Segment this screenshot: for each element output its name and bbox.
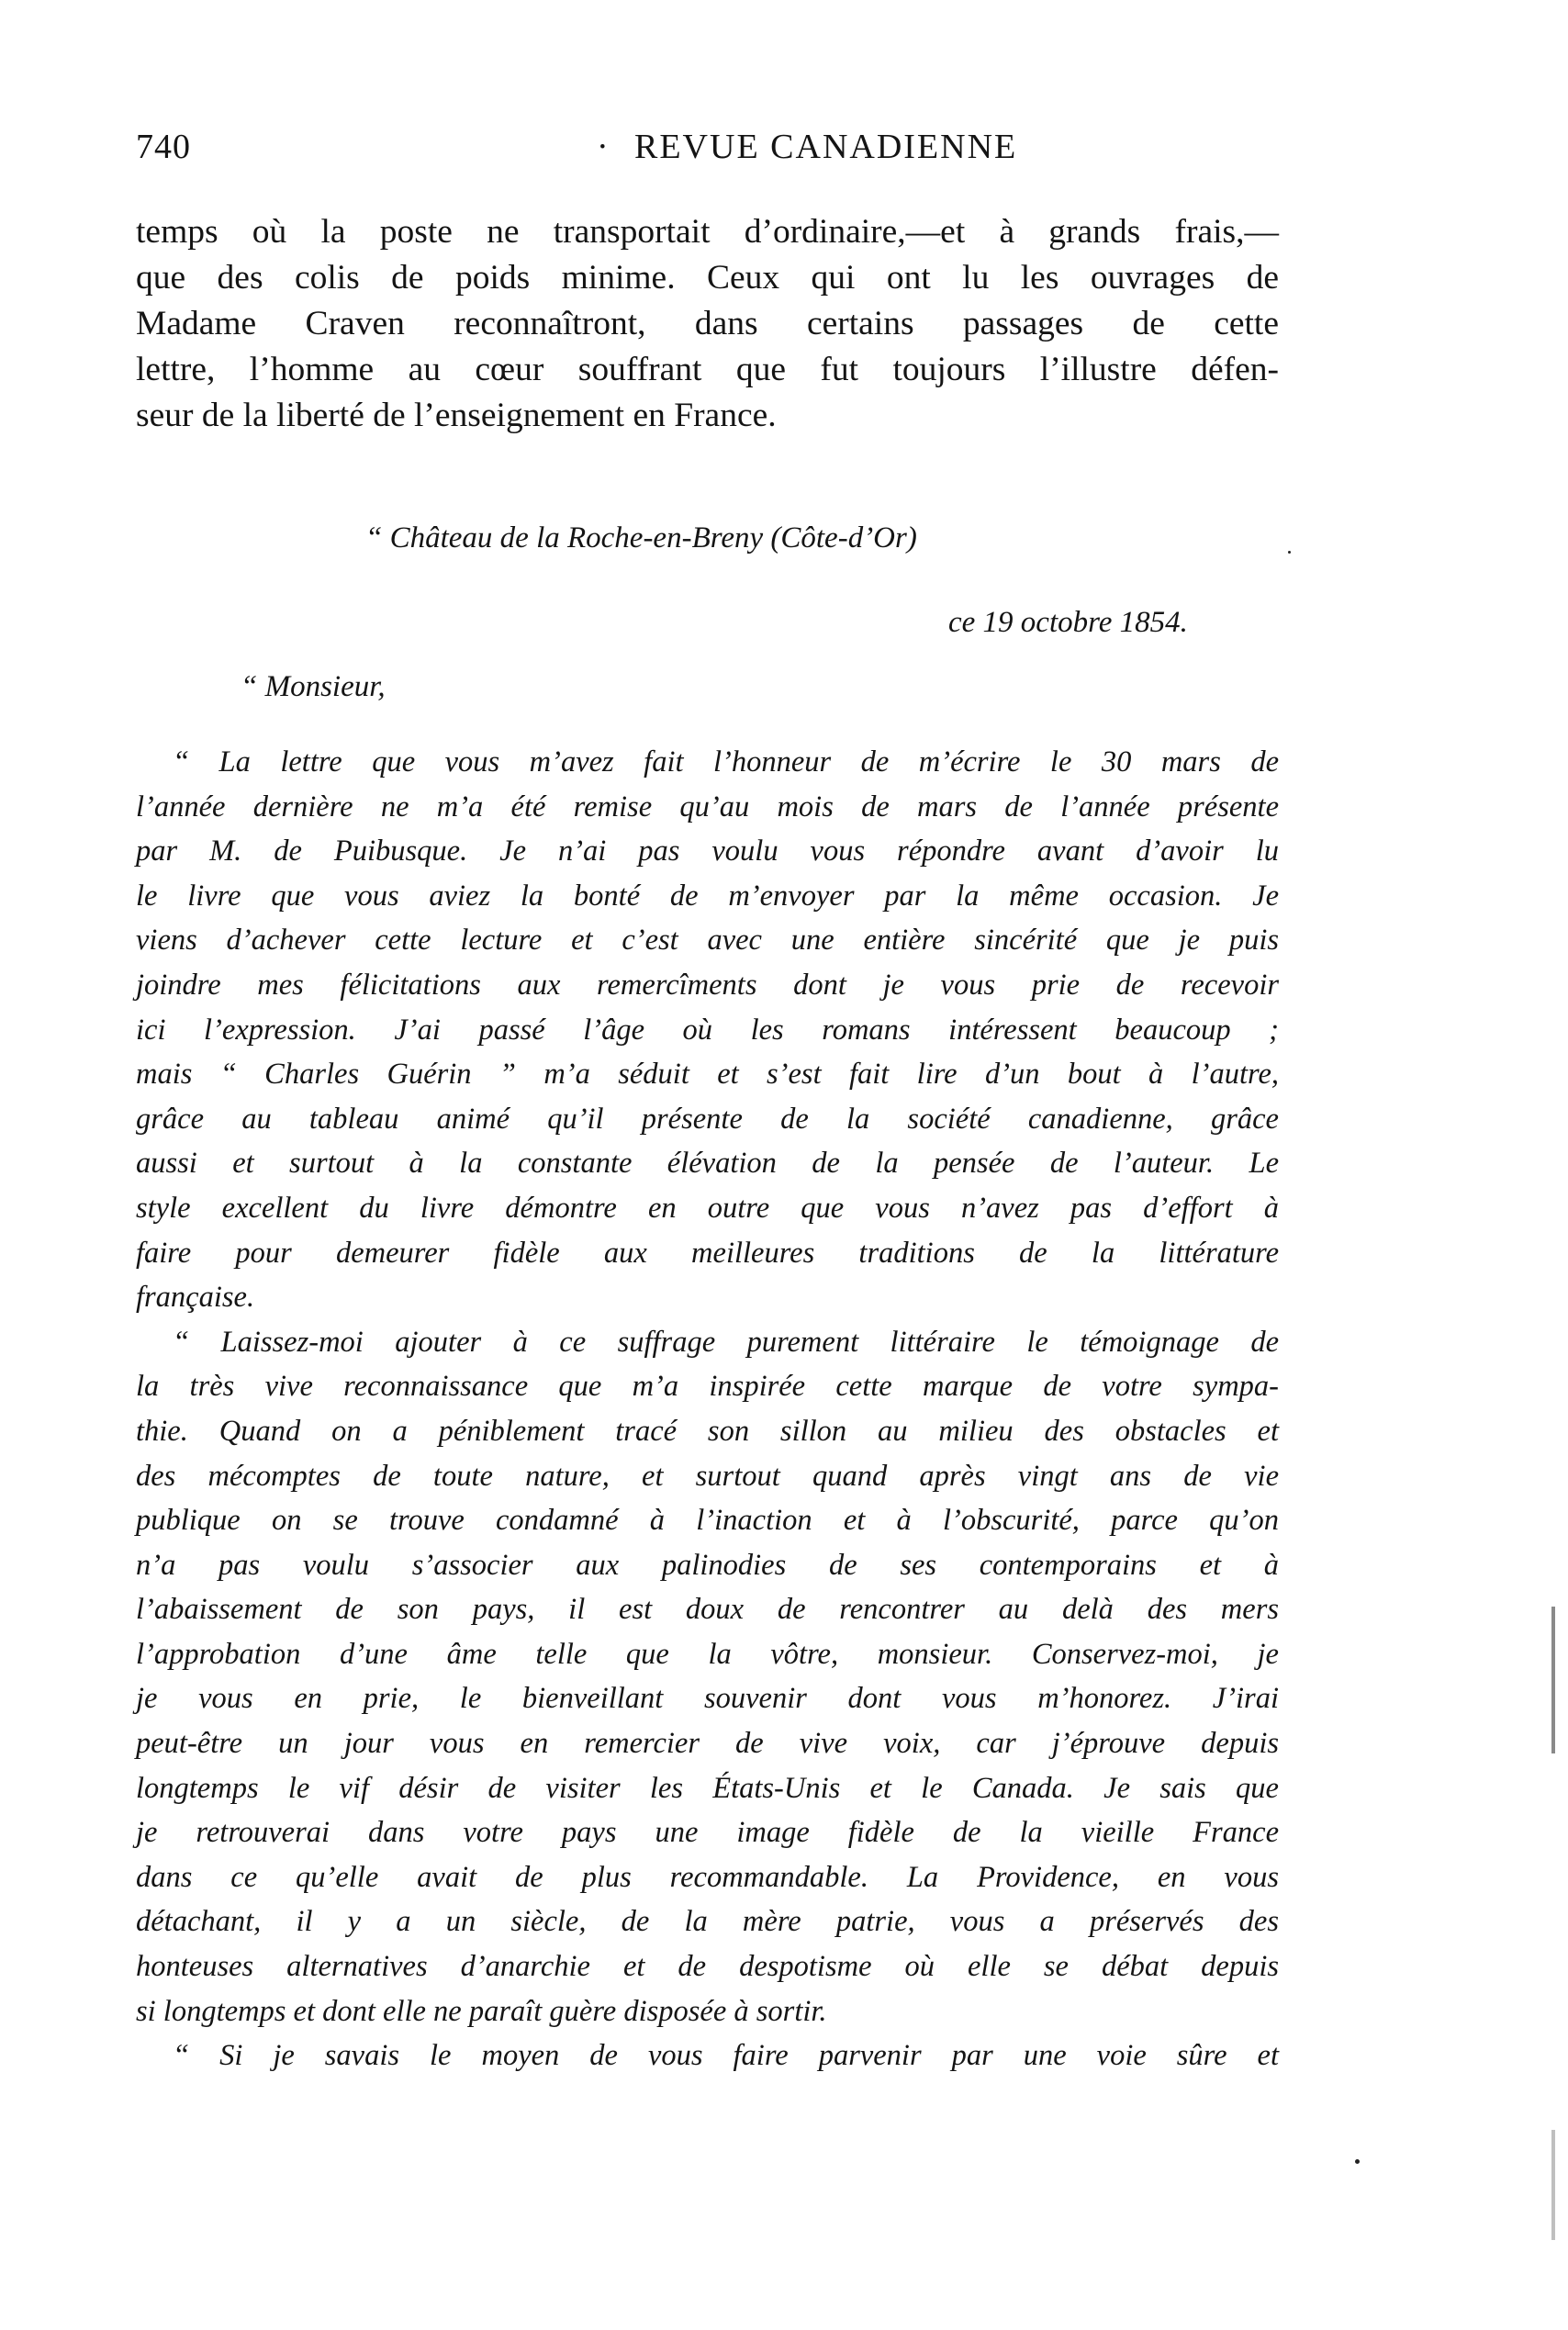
letter-salutation: “ Monsieur, (241, 670, 386, 703)
text-line: longtemps le vif désir de visiter les États-Unis et le Canada. Je sais que (136, 1771, 1279, 1805)
text-line: la très vive reconnaissance que m’a inspirée cette marque de votre sympa- (136, 1370, 1279, 1404)
text-line: si longtemps et dont elle ne paraît guère disposée à sortir. (136, 1994, 827, 2028)
text-line: “ Si je savais le moyen de vous faire parvenir par une voie sûre et (173, 2039, 1279, 2073)
text-line: seur de la liberté de l’enseignement en France. (136, 397, 777, 434)
text-line: “ La lettre que vous m’avez fait l’honneur de m’écrire le 30 mars de (173, 745, 1279, 779)
text-line: le livre que vous aviez la bonté de m’envoyer par la même occasion. Je (136, 879, 1279, 913)
intro-paragraph (136, 209, 1279, 439)
letter-body (136, 740, 1279, 2078)
text-line: publique on se trouve condamné à l’inaction et à l’obscurité, parce qu’on (136, 1504, 1279, 1538)
text-line: viens d’achever cette lecture et c’est avec une entière sincérité que je puis (136, 924, 1279, 958)
text-line: thie. Quand on a péniblement tracé son sillon au milieu des obstacles et (136, 1414, 1279, 1448)
text-line: “ Laissez-moi ajouter à ce suffrage purement littéraire le témoignage de (173, 1325, 1279, 1359)
text-line: que des colis de poids minime. Ceux qui ont lu les ouvrages de (136, 259, 1279, 297)
text-line: lettre, l’homme au cœur souffrant que fut toujours l’illustre défen- (136, 351, 1279, 388)
text-line: peut-être un jour vous en remercier de vive voix, car j’éprouve depuis (136, 1727, 1279, 1761)
text-line: temps où la poste ne transportait d’ordinaire,—et à grands frais,— (136, 213, 1279, 251)
text-line: l’année dernière ne m’a été remise qu’au mois de mars de l’année présente (136, 790, 1279, 823)
text-line: grâce au tableau animé qu’il présente de la société canadienne, grâce (136, 1102, 1279, 1136)
scan-speck (1355, 2159, 1360, 2164)
letter-place: “ Château de la Roche-en-Breny (Côte-d’Or) (365, 521, 917, 554)
text-line: mais “ Charles Guérin ” m’a séduit et s’est fait lire d’un bout à l’autre, (136, 1058, 1279, 1092)
text-line: honteuses alternatives d’anarchie et de despotisme où elle se débat depuis (136, 1950, 1279, 1984)
scan-edge-artifact (1551, 2130, 1555, 2240)
page-number: 740 (136, 128, 191, 166)
text-line: Madame Craven reconnaîtront, dans certains passages de cette (136, 305, 1279, 342)
page-header (136, 127, 1283, 182)
scan-edge-artifact (1551, 1607, 1555, 1753)
text-line: joindre mes félicitations aux remercîments dont je vous prie de recevoir (136, 968, 1279, 1002)
text-line: je vous en prie, le bienveillant souvenir dont vous m’honorez. J’irai (136, 1682, 1279, 1716)
text-line: par M. de Puibusque. Je n’ai pas voulu vous répondre avant d’avoir lu (136, 835, 1279, 868)
text-line: française. (136, 1281, 255, 1315)
text-line: aussi et surtout à la constante élévation de la pensée de l’auteur. Le (136, 1147, 1279, 1181)
text-line: je retrouverai dans votre pays une image fidèle de la vieille France (136, 1816, 1279, 1850)
text-line: l’abaissement de son pays, il est doux de rencontrer au delà des mers (136, 1593, 1279, 1627)
text-line: l’approbation d’une âme telle que la vôtre, monsieur. Conservez-moi, je (136, 1637, 1279, 1671)
text-line: dans ce qu’elle avait de plus recommandable. La Providence, en vous (136, 1860, 1279, 1894)
text-line: faire pour demeurer fidèle aux meilleures traditions de la littérature (136, 1236, 1279, 1270)
text-line: style excellent du livre démontre en outre que vous n’avez pas d’effort à (136, 1191, 1279, 1225)
header-dot: · (597, 128, 609, 166)
text-line: des mécomptes de toute nature, et surtout quand après vingt ans de vie (136, 1459, 1279, 1493)
letter-date: ce 19 octobre 1854. (948, 606, 1188, 639)
text-line: détachant, il y a un siècle, de la mère patrie, vous a préservés des (136, 1905, 1279, 1939)
scan-speck (1288, 551, 1291, 554)
text-line: n’a pas voulu s’associer aux palinodies de ses contemporains et à (136, 1548, 1279, 1582)
running-title: REVUE CANADIENNE (634, 128, 1018, 166)
text-line: ici l’expression. J’ai passé l’âge où les romans intéressent beaucoup ; (136, 1013, 1279, 1047)
